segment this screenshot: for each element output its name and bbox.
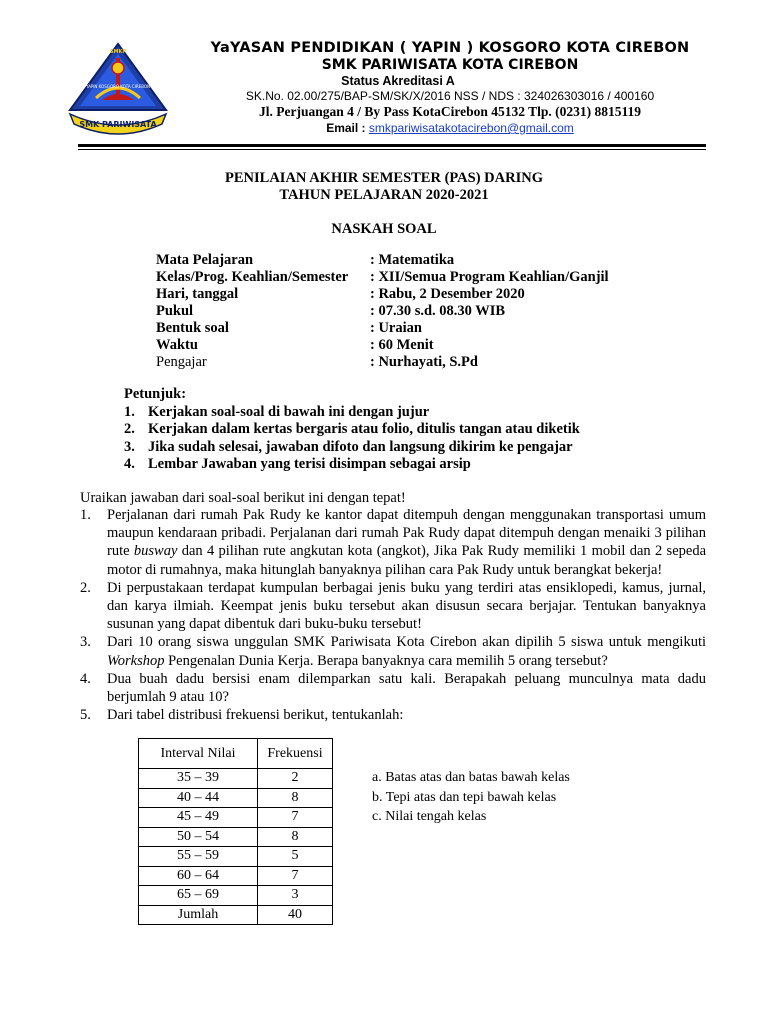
- info-label: Waktu: [156, 337, 198, 353]
- sk-number-line: SK.No. 02.00/275/BAP-SM/SK/X/2016 NSS / NDS : 324026303016 / 400160: [245, 89, 655, 103]
- question-text-italic: Workshop: [107, 652, 165, 669]
- info-label: Pukul: [156, 303, 194, 319]
- email-line: [170, 121, 730, 135]
- instruction-number: 2.: [124, 421, 135, 437]
- instruction-item: [124, 456, 580, 474]
- instruction-item: [124, 404, 580, 422]
- letterhead-divider-thin: [78, 149, 706, 150]
- instruction-text: Lembar Jawaban yang terisi disimpan sebagai arsip: [148, 456, 471, 472]
- school-address: Jl. Perjuangan 4 / By Pass KotaCirebon 45132 Tlp. (0231) 8815119: [258, 104, 642, 119]
- table-cell-frequency: 8: [258, 827, 333, 847]
- table-cell-interval: 55 – 59: [139, 847, 258, 867]
- foundation-name: YaYASAN PENDIDIKAN ( YAPIN ) KOSGORO KOTA CIREBON: [210, 40, 690, 56]
- info-value: : Nurhayati, S.Pd: [370, 354, 478, 370]
- question-text-italic: busway: [133, 543, 178, 560]
- letterhead-divider-thick: [78, 144, 706, 147]
- table-row: [139, 866, 333, 886]
- question-1: [80, 506, 706, 579]
- table-total-label: Jumlah: [139, 905, 258, 925]
- table-cell-interval: 50 – 54: [139, 827, 258, 847]
- table-total-row: [139, 905, 333, 925]
- table-cell-frequency: 5: [258, 847, 333, 867]
- school-name: SMK PARIWISATA KOTA CIREBON: [321, 57, 579, 73]
- svg-text:YAPIN KOSGORO KOTA CIREBON: YAPIN KOSGORO KOTA CIREBON: [85, 84, 151, 89]
- info-row-teacher: [156, 354, 609, 371]
- question-number: 5.: [80, 707, 91, 724]
- email-link[interactable]: smkpariwisatakotacirebon@gmail.com: [368, 121, 574, 135]
- instruction-number: 3.: [124, 438, 135, 455]
- instruction-number: 1.: [124, 403, 135, 420]
- school-logo: [62, 40, 174, 138]
- info-row-time: [156, 303, 609, 320]
- info-label: Pengajar: [156, 354, 207, 370]
- academic-year: TAHUN PELAJARAN 2020-2021: [279, 187, 489, 203]
- instruction-text: Kerjakan dalam kertas bergaris atau folio, ditulis tangan atau diketik: [148, 421, 580, 437]
- info-value: : 07.30 s.d. 08.30 WIB: [370, 303, 506, 319]
- accreditation-status: Status Akreditasi A: [341, 74, 455, 88]
- info-value: : XII/Semua Program Keahlian/Ganjil: [370, 269, 609, 285]
- info-row-format: [156, 320, 609, 337]
- info-label: Hari, tanggal: [156, 286, 239, 302]
- sub-question: b. Tepi atas dan tepi bawah kelas: [372, 789, 557, 805]
- instruction-item: [124, 421, 580, 439]
- table-cell-frequency: 7: [258, 866, 333, 886]
- info-row-date: [156, 286, 609, 303]
- question-text: Dua buah dadu bersisi enam dilemparkan satu kali. Berapakah peluang munculnya mata dadu berjumlah 9 atau 10?: [107, 670, 706, 706]
- table-row: [139, 886, 333, 906]
- table-header-cell: Frekuensi: [258, 739, 333, 769]
- question-4: [80, 670, 706, 706]
- question-5: [80, 706, 706, 724]
- table-cell-interval: 65 – 69: [139, 886, 258, 906]
- table-cell-interval: 35 – 39: [139, 769, 258, 789]
- question-3: [80, 633, 706, 669]
- info-label: Mata Pelajaran: [156, 252, 254, 268]
- table-row: [139, 788, 333, 808]
- email-label: Email :: [326, 121, 369, 135]
- document-heading: NASKAH SOAL: [331, 221, 437, 237]
- questions-intro: Uraikan jawaban dari soal-soal berikut ini dengan tepat!: [80, 490, 406, 506]
- svg-text:SMK PARIWISATA: SMK PARIWISATA: [79, 120, 157, 129]
- question-text: [107, 633, 706, 669]
- question-number: 1.: [80, 507, 91, 523]
- question-text-part: Perjalanan dari rumah Pak Rudy ke kantor dapat ditempuh dengan menggunakan transportasi umum maupun kendaraan pribadi. Perjalanan dari rumah Pak Rudy dapat ditempuh dengan menaiki 3 pilihan rute: [107, 507, 706, 560]
- instructions: [124, 386, 580, 474]
- question-text: Di perpustakaan terdapat kumpulan berbagai jenis buku yang terdiri atas ensiklopedi, kamus, jurnal, dan karya ilmiah. Keempat jenis buku tersebut akan disusun secara berjajar. Tentukan banyaknya susunan yang dapat dibentuk dari buku-buku tersebut!: [107, 579, 706, 633]
- table-header-cell: Interval Nilai: [139, 739, 258, 769]
- question-2: [80, 579, 706, 634]
- question-number: 4.: [80, 670, 91, 687]
- table-cell-interval: 40 – 44: [139, 788, 258, 808]
- table-header-row: [139, 739, 333, 769]
- sub-question: c. Nilai tengah kelas: [372, 809, 487, 824]
- instruction-text: Kerjakan soal-soal di bawah ini dengan jujur: [148, 403, 430, 420]
- exam-title: PENILAIAN AKHIR SEMESTER (PAS) DARING: [225, 170, 543, 186]
- info-row-subject: [156, 252, 609, 269]
- table-cell-frequency: 8: [258, 788, 333, 808]
- exam-info: [156, 252, 609, 371]
- sub-question: a. Batas atas dan batas bawah kelas: [372, 770, 570, 785]
- question-list: [80, 506, 706, 724]
- table-cell-frequency: 2: [258, 769, 333, 789]
- info-value: : Rabu, 2 Desember 2020: [370, 286, 525, 302]
- info-value: : Uraian: [370, 320, 422, 336]
- instruction-item: [124, 439, 580, 457]
- table-row: [139, 847, 333, 867]
- table-row: [139, 769, 333, 789]
- question-text: [107, 506, 706, 579]
- table-row: [139, 827, 333, 847]
- question-text-part: dan 4 pilihan rute angkutan kota (angkot), Jika Pak Rudy memiliki 1 mobil dan 2 sepeda motor di rumahnya, maka hitunglah banyaknya pilihan cara Pak Rudy untuk berangkat bekerja!: [107, 543, 707, 578]
- question-text-part: Pengenalan Dunia Kerja. Berapa banyaknya cara memilih 5 orang tersebut?: [164, 652, 608, 669]
- question-number: 3.: [80, 634, 91, 651]
- table-row: [139, 808, 333, 828]
- frequency-table: [138, 738, 333, 925]
- table-cell-frequency: 3: [258, 886, 333, 906]
- table-cell-interval: 45 – 49: [139, 808, 258, 828]
- sub-question-list: [372, 768, 570, 827]
- question-number: 2.: [80, 579, 91, 596]
- instruction-number: 4.: [124, 456, 135, 472]
- instruction-text: Jika sudah selesai, jawaban difoto dan langsung dikirim ke pengajar: [148, 438, 573, 455]
- table-cell-interval: 60 – 64: [139, 866, 258, 886]
- question-text: Dari tabel distribusi frekuensi berikut, tentukanlah:: [107, 707, 404, 724]
- info-row-duration: [156, 337, 609, 354]
- info-label: Kelas/Prog. Keahlian/Semester: [156, 269, 349, 285]
- info-row-class: [156, 269, 609, 286]
- question-text-part: Dari 10 orang siswa unggulan SMK Pariwisata Kota Cirebon akan dipilih 5 siswa untuk mengikuti: [107, 634, 706, 651]
- info-value: : 60 Menit: [370, 337, 434, 353]
- instructions-heading: Petunjuk:: [124, 386, 187, 402]
- table-cell-frequency: 7: [258, 808, 333, 828]
- info-value: : Matematika: [370, 252, 455, 268]
- table-total-value: 40: [258, 905, 333, 925]
- info-label: Bentuk soal: [156, 320, 229, 336]
- svg-text:SMKP: SMKP: [109, 49, 127, 55]
